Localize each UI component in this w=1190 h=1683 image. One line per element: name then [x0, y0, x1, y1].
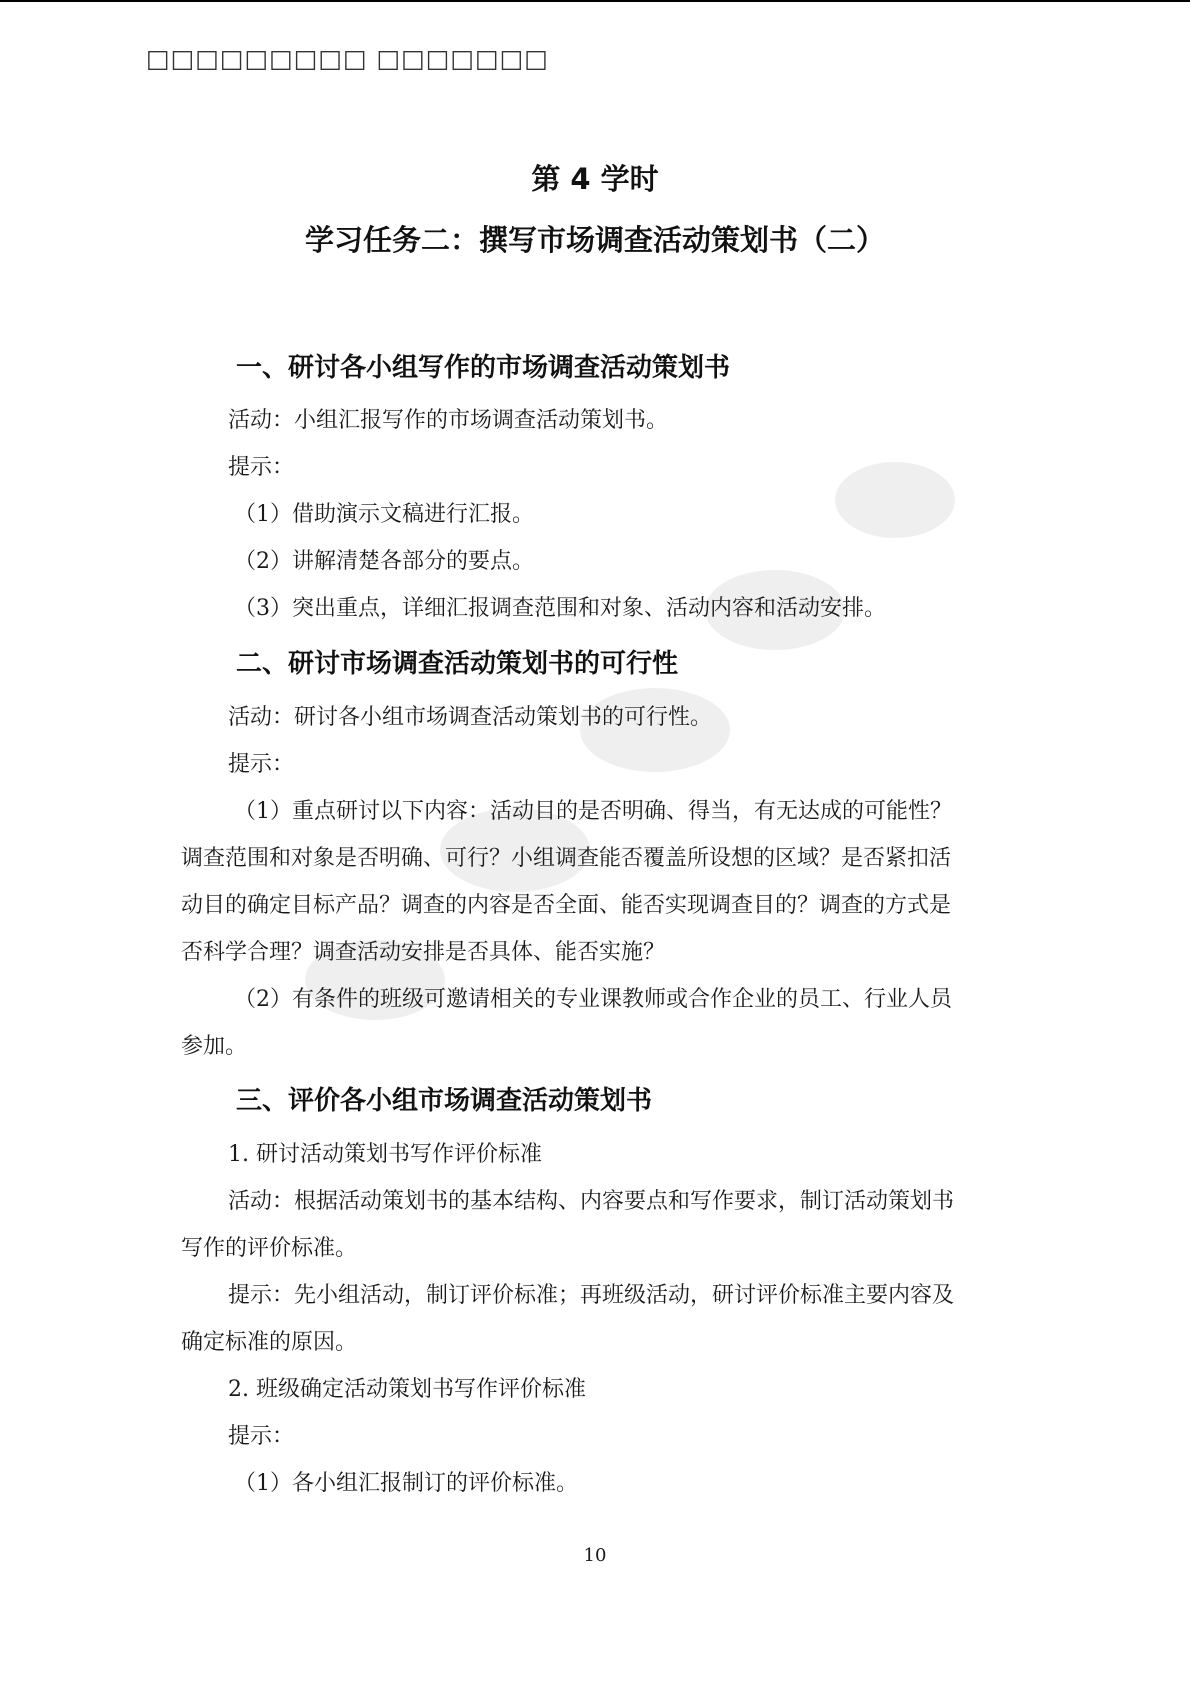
paragraph-line: 提示：先小组活动，制订评价标准；再班级活动，研讨评价标准主要内容及: [228, 1283, 955, 1308]
paragraph-line: 调查范围和对象是否明确、可行？小组调查能否覆盖所设想的区域？是否紧扣活: [181, 846, 952, 871]
list-item: （1）重点研讨以下内容：活动目的是否明确、得当，有无达成的可能性？: [234, 799, 952, 824]
section-heading-2: 二、研讨市场调查活动策划书的可行性: [236, 649, 679, 679]
paragraph-line: 参加。: [181, 1034, 248, 1059]
paragraph-line: 动目的确定目标产品？调查的内容是否全面、能否实现调查目的？调查的方式是: [181, 893, 952, 918]
paragraph-line: 确定标准的原因。: [181, 1330, 358, 1355]
paragraph-line: 活动：小组汇报写作的市场调查活动策划书。: [228, 408, 669, 433]
list-item: （2）有条件的班级可邀请相关的专业课教师或合作企业的员工、行业人员: [234, 987, 952, 1012]
subheading-line: 2. 班级确定活动策划书写作评价标准: [228, 1377, 586, 1402]
list-item: （1）借助演示文稿进行汇报。: [234, 502, 534, 527]
page-number: 10: [583, 1545, 607, 1566]
paragraph-line: 活动：根据活动策划书的基本结构、内容要点和写作要求，制订活动策划书: [228, 1189, 955, 1214]
page-top-rule: [0, 0, 1190, 2]
paragraph-line: 活动：研讨各小组市场调查活动策划书的可行性。: [228, 705, 713, 730]
list-item: （1）各小组汇报制订的评价标准。: [234, 1471, 578, 1496]
lesson-number-title: 第 4 学时: [531, 162, 659, 196]
section-heading-3: 三、评价各小组市场调查活动策划书: [236, 1086, 653, 1116]
section-heading-1: 一、研讨各小组写作的市场调查活动策划书: [236, 353, 731, 383]
paragraph-line: 提示：: [228, 1424, 295, 1449]
running-header: □□□□□□□□□ □□□□□□□: [146, 44, 549, 73]
paragraph-line: 写作的评价标准。: [181, 1236, 358, 1261]
list-item: （2）讲解清楚各部分的要点。: [234, 549, 534, 574]
paragraph-line: 提示：: [228, 455, 295, 480]
list-item: （3）突出重点，详细汇报调查范围和对象、活动内容和活动安排。: [234, 596, 886, 621]
paragraph-line: 否科学合理？调查活动安排是否具体、能否实施？: [181, 940, 666, 965]
paragraph-line: 提示：: [228, 752, 295, 777]
subheading-line: 1. 研讨活动策划书写作评价标准: [228, 1142, 542, 1167]
task-title: 学习任务二：撰写市场调查活动策划书（二）: [304, 223, 885, 257]
